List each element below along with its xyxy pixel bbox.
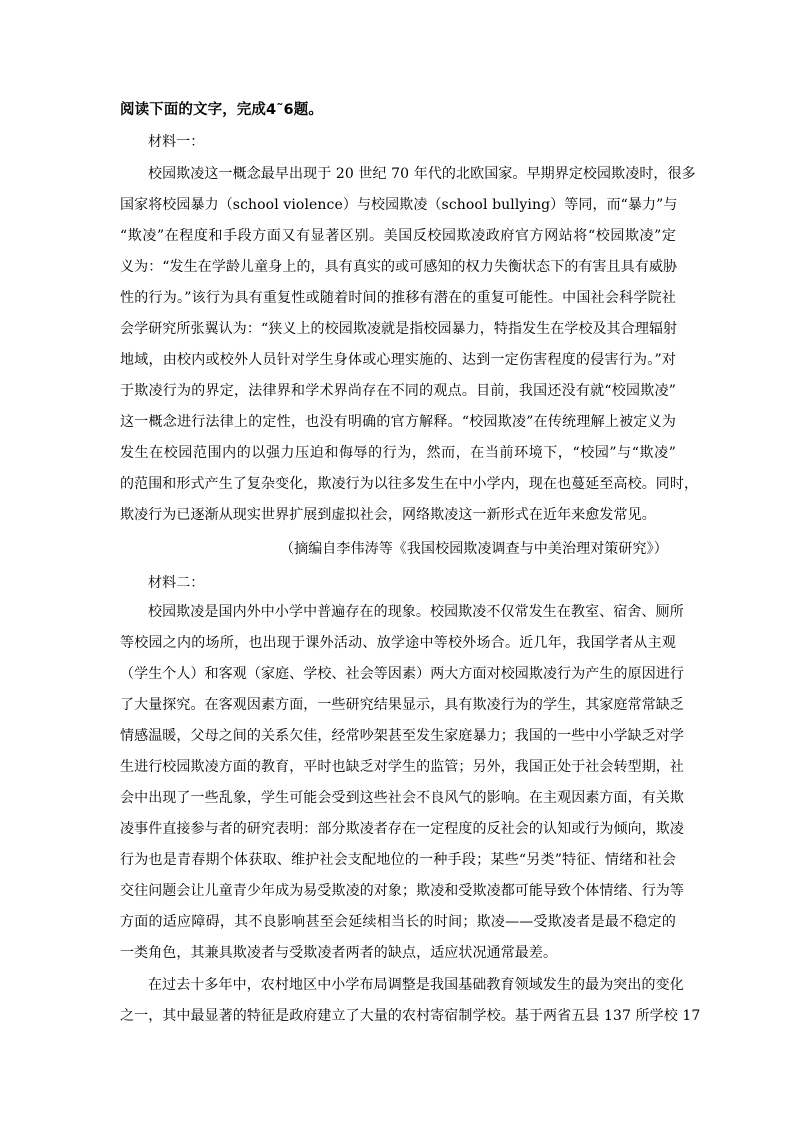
material2-line: 一类角色，其兼具欺凌者与受欺凌者两者的缺点，适应状况通常最差。 bbox=[120, 945, 558, 961]
material2-line: 行为也是青春期个体获取、维护社会支配地位的一种手段；某些“另类”特征、情绪和社会 bbox=[120, 852, 676, 868]
material2-line: （学生个人）和客观（家庭、学校、社会等因素）两大方面对校园欺凌行为产生的原因进行 bbox=[120, 666, 684, 682]
material1-line: 于欺凌行为的界定，法律界和学术界尚存在不同的观点。目前，我国还没有就“校园欺凌” bbox=[120, 383, 676, 399]
material2-label: 材料二： bbox=[148, 575, 205, 591]
material1-line: 发生在校园范围内的以强力压迫和侮辱的行为，然而，在当前环境下，“校园”与“欺凌” bbox=[120, 445, 676, 461]
paragraph3-line: 之一，其中最显著的特征是政府建立了大量的农村寄宿制学校。基于两省五县 137 所学校 17 bbox=[120, 1008, 701, 1024]
material1-line: 会学研究所张翼认为：“狭义上的校园欺凌就是指校园暴力，特指发生在学校及其合理辐射 bbox=[120, 321, 678, 337]
material1-source: （摘编自李伟涛等《我国校园欺凌调查与中美治理对策研究》） bbox=[280, 541, 668, 557]
material1-line: 的范围和形式产生了复杂变化，欺凌行为以往多发生在中小学内，现在也蔓延至高校。同时， bbox=[120, 476, 699, 492]
material1-line: 性的行为。”该行为具有重复性或随着时间的推移有潜在的重复可能性。中国社会科学院社 bbox=[120, 290, 676, 306]
material2-line: 生进行校园欺凌方面的教育，平时也缺乏对学生的监管；另外，我国正处于社会转型期，社 bbox=[120, 759, 684, 775]
material2-line: 了大量探究。在客观因素方面，一些研究结果显示，具有欺凌行为的学生，其家庭常常缺乏 bbox=[120, 697, 684, 713]
material2-line: 等校园之内的场所，也出现于课外活动、放学途中等校外场合。近几年，我国学者从主观 bbox=[120, 635, 676, 651]
paragraph3-line: 在过去十多年中，农村地区中小学布局调整是我国基础教育领域发生的最为突出的变化 bbox=[148, 977, 684, 993]
material1-line: 义为：“发生在学龄儿童身上的，具有真实的或可感知的权力失衡状态下的有害且具有威胁 bbox=[120, 259, 678, 275]
material2-line: 方面的适应障碍，其不良影响甚至会延续相当长的时间；欺凌——受欺凌者是最不稳定的 bbox=[120, 914, 676, 930]
material2-line: 校园欺凌是国内外中小学中普遍存在的现象。校园欺凌不仅常发生在教室、宿舍、厕所 bbox=[148, 604, 684, 620]
material2-line: 交往问题会让儿童青少年成为易受欺凌的对象；欺凌和受欺凌都可能导致个体情绪、行为等 bbox=[120, 883, 684, 899]
material1-line: 校园欺凌这一概念最早出现于 20 世纪 70 年代的北欧国家。早期界定校园欺凌时，很多 bbox=[148, 166, 696, 182]
material1-line: 国家将校园暴力（school violence）与校园欺凌（school bullying）等同，而“暴力”与 bbox=[120, 197, 678, 213]
question-title: 阅读下面的文字，完成4˜6题。 bbox=[120, 102, 323, 118]
material1-label: 材料一： bbox=[148, 134, 205, 150]
material1-line: “欺凌”在程度和手段方面又有显著区别。美国反校园欺凌政府官方网站将“校园欺凌”定 bbox=[120, 228, 676, 244]
material2-line: 情感温暖，父母之间的关系欠佳，经常吵架甚至发生家庭暴力；我国的一些中小学缺乏对学 bbox=[120, 728, 684, 744]
material2-line: 凌事件直接参与者的研究表明：部分欺凌者存在一定程度的反社会的认知或行为倾向，欺凌 bbox=[120, 821, 684, 837]
material2-line: 会中出现了一些乱象，学生可能会受到这些社会不良风气的影响。在主观因素方面，有关欺 bbox=[120, 790, 684, 806]
material1-line: 这一概念进行法律上的定性，也没有明确的官方解释。“校园欺凌”在传统理解上被定义为 bbox=[120, 414, 676, 430]
material1-line: 地域，由校内或校外人员针对学生身体或心理实施的、达到一定伤害程度的侵害行为。”对 bbox=[120, 352, 676, 368]
material1-line: 欺凌行为已逐渐从现实世界扩展到虚拟社会，网络欺凌这一新形式在近年来愈发常见。 bbox=[120, 507, 656, 523]
